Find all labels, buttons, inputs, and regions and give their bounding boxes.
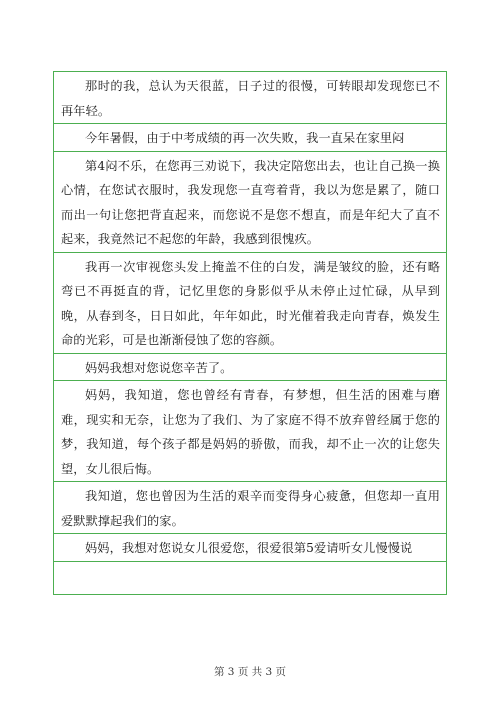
empty-table-row [54, 562, 446, 594]
paragraph: 我知道，您也曾因为生活的艰辛而变得身心疲惫，但您却一直用爱默默撑起我们的家。 [61, 489, 440, 528]
table-row [54, 482, 446, 534]
table-row [54, 124, 446, 152]
paragraph: 那时的我，总认为天很蓝，日子过的很慢，可转眼却发现您已不再年轻。 [61, 79, 440, 118]
page-footer: 第 3 页 共 3 页 [213, 666, 287, 678]
table-row [54, 354, 446, 382]
table-row [54, 253, 446, 354]
table-row [54, 72, 446, 124]
paragraph: 第4闷不乐，在您再三劝说下，我决定陪您出去，也让自己换一换心情，在您试衣服时，我发现您一直弯着背，我以为您是累了，随口而出一句让您把背直起来，而您说不是您不想直，而是年纪大了直不起来，我竟然记不起您的年龄，我感到很愧疚。 [61, 158, 440, 246]
paragraph: 今年暑假，由于中考成绩的再一次失败，我一直呆在家里闷 [85, 131, 405, 145]
table-row [54, 381, 446, 482]
paragraph: 妈妈，我想对您说女儿很爱您，很爱很第5爱请听女儿慢慢说 [85, 541, 413, 555]
table-row [54, 152, 446, 253]
paragraph: 妈妈，我知道，您也曾经有青春，有梦想，但生活的困难与磨难，现实和无奈，让您为了我们、为了家庭不得不放弃曾经属于您的梦，我知道，每个孩子都是妈妈的骄傲，而我，却不止一次的让您失望，女儿很后悔。 [61, 388, 440, 476]
paragraph: 妈妈我想对您说您辛苦了。 [85, 360, 233, 375]
text-table [53, 71, 447, 595]
paragraph: 我再一次审视您头发上掩盖不住的白发，满是皱纹的脸，还有略弯已不再挺直的背，记忆里您的身影似乎从未停止过忙碌，从早到晚，从春到冬，日日如此，年年如此，时光催着我走向青春，焕发生命的光彩，可是也渐渐侵蚀了您的容颜。 [61, 259, 440, 347]
table-row [54, 534, 446, 562]
